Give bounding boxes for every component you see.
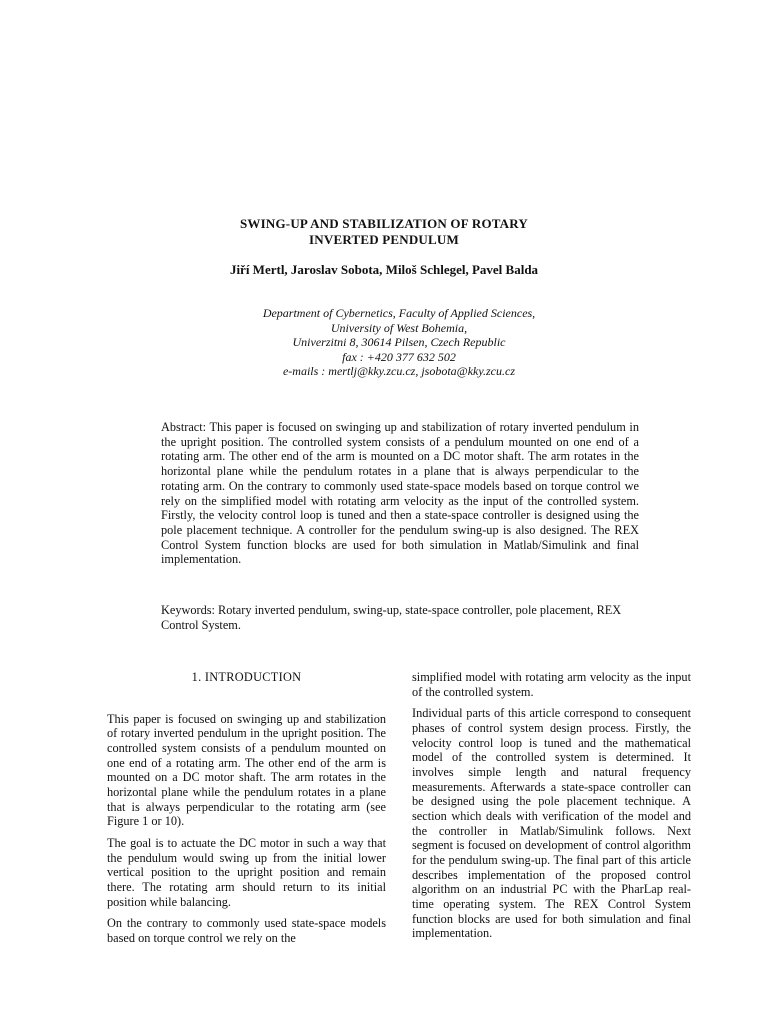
body-paragraph: This paper is focused on swinging up and stabilization of rotary inverted pendulum in the upright position. The controlled system consists of a pendulum mounted on one end of a rotating arm. The other end of the arm is mounted on a DC motor shaft. The arm rotates in the horizontal plane while the pendulum rotates in a plane that is always perpendicular to the rotating arm (see Figure 1 or 10). [107, 711, 386, 829]
affiliation-block [0, 306, 768, 379]
keywords-paragraph: Keywords: Rotary inverted pendulum, swing-up, state-space controller, pole placement, REX Control System. [161, 603, 622, 632]
left-column [107, 670, 386, 953]
body-paragraph: Individual parts of this article correspond to consequent phases of control system design process. Firstly, the velocity control loop is tuned and the mathematical model of the controlled system is determined. It involves simple length and natural frequency measurements. Afterwards a state-space controller can be designed using the pole placement technique. A section which deals with verification of the model and the controller in Matlab/Simulink follows. Next segment is focused on development of control algorithm for the pendulum swing-up. The final part of this article describes implementation of the proposed control algorithm on an industrial PC with the PharLap real-time operating system. The REX Control System function blocks are used for both simulation and final implementation. [412, 706, 691, 941]
paper-title [0, 216, 768, 248]
affiliation-university: University of West Bohemia, [330, 320, 468, 335]
right-column [412, 670, 691, 948]
paper-title-line-2: INVERTED PENDULUM [309, 232, 459, 247]
section-heading-introduction: 1. INTRODUCTION [191, 670, 302, 684]
paper-title-line-1: SWING-UP AND STABILIZATION OF ROTARY [240, 216, 528, 231]
abstract-paragraph: Abstract: This paper is focused on swinging up and stabilization of rotary inverted pendulum in the upright position. The controlled system consists of a pendulum mounted on one end of a rotating arm. The other end of the arm is mounted on a DC motor shaft. The arm rotates in the horizontal plane while the pendulum rotates in a plane that is always perpendicular to the rotating arm. On the contrary to commonly used state-space models based on torque control we rely on the simplified model with rotating arm velocity as the input of the controlled system. Firstly, the velocity control loop is tuned and then a state-space controller is designed using the pole placement technique. A controller for the pendulum swing-up is also designed. The REX Control System function blocks are used for both simulation in Matlab/Simulink and final implementation. [161, 420, 639, 567]
body-paragraph: simplified model with rotating arm velocity as the input of the controlled system. [412, 670, 691, 699]
affiliation-emails: e-mails : mertlj@kky.zcu.cz, jsobota@kky.zcu.cz [282, 364, 516, 378]
affiliation-fax: fax : +420 377 632 502 [342, 349, 456, 364]
body-paragraph: The goal is to actuate the DC motor in such a way that the pendulum would swing up from the initial lower vertical position to the upright position and remain there. The rotating arm should return to its initial position while balancing. [107, 835, 386, 909]
affiliation-department: Department of Cybernetics, Faculty of Applied Sciences, [262, 306, 536, 320]
affiliation-address: Univerzitni 8, 30614 Pilsen, Czech Republic [292, 335, 506, 349]
body-paragraph: On the contrary to commonly used state-space models based on torque control we rely on the [107, 916, 386, 945]
author-list: Jiří Mertl, Jaroslav Sobota, Miloš Schlegel, Pavel Balda [229, 262, 539, 277]
